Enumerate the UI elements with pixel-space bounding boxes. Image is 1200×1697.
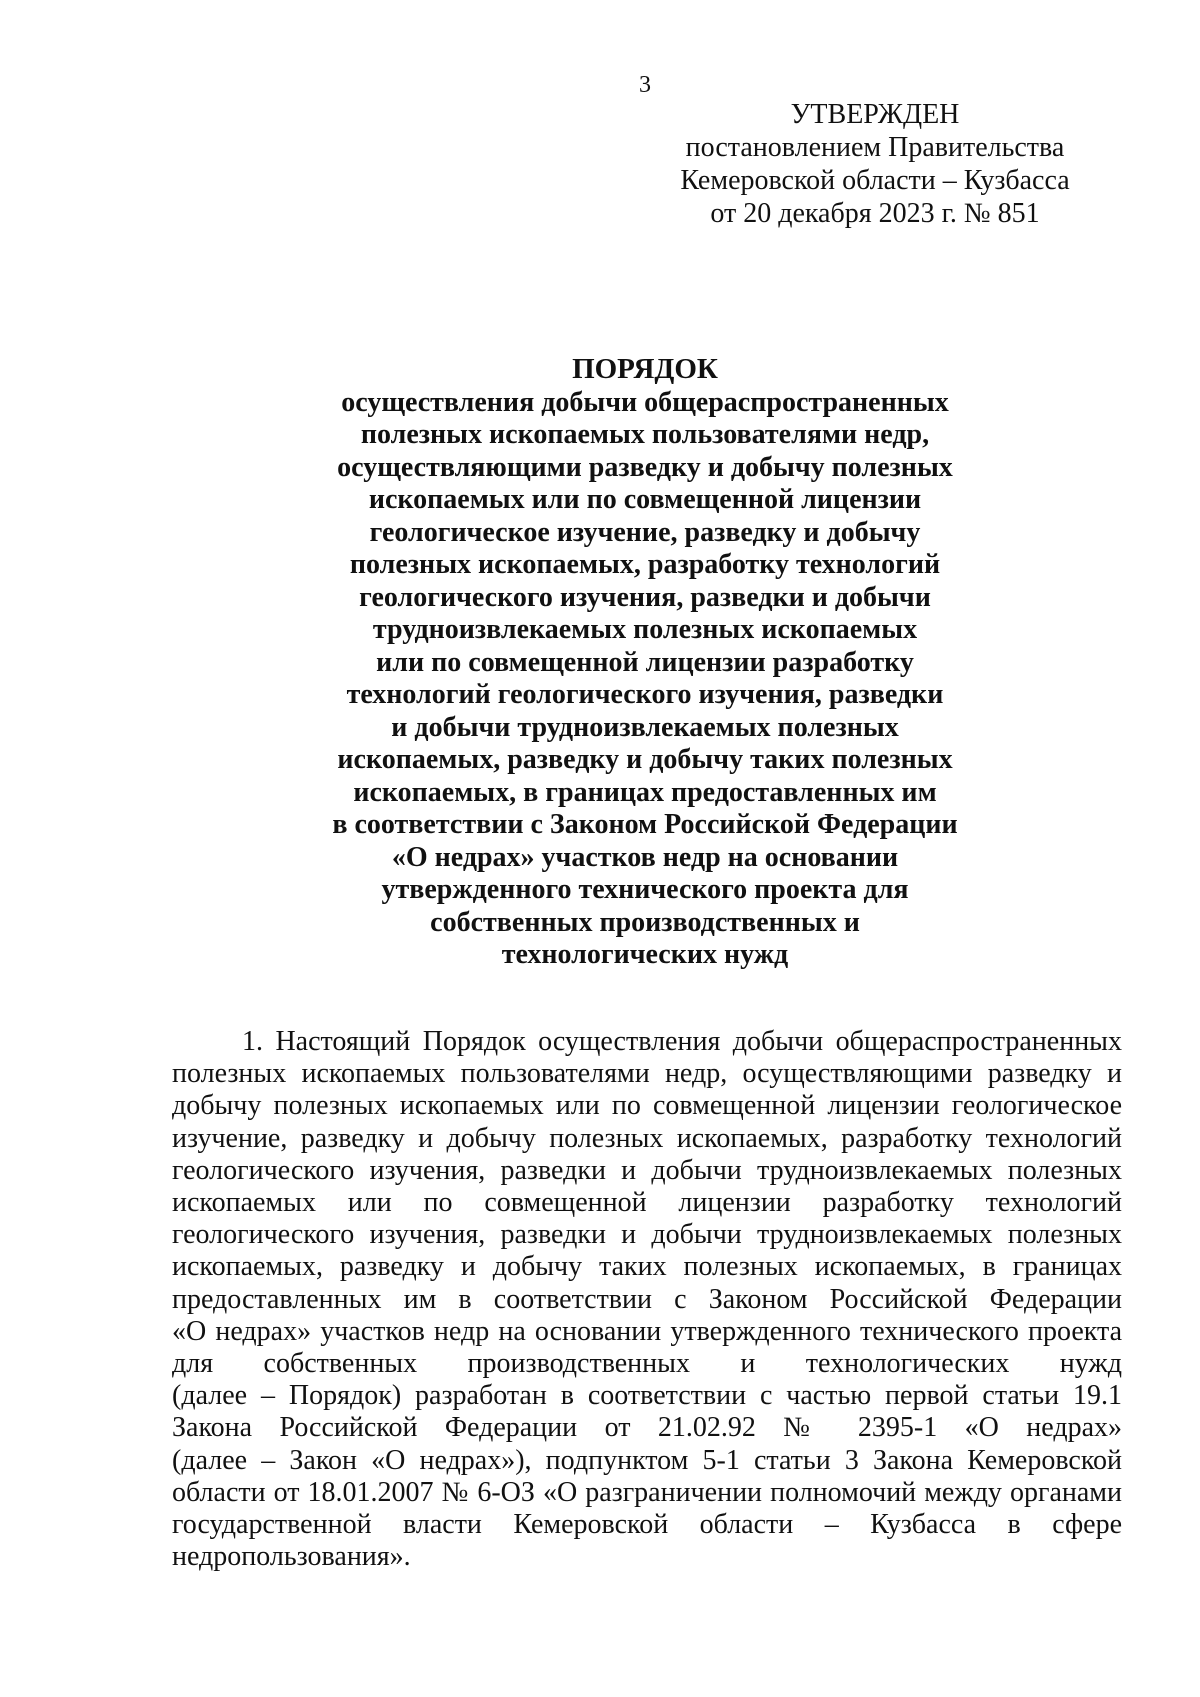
paragraph-1 [172, 1026, 1122, 1573]
paragraph-line: недропользования». [172, 1541, 411, 1573]
title-line: и добычи трудноизвлекаемых полезных [391, 711, 899, 743]
paragraph-line: предоставленных им в соответствии с Законом Российской Федерации [172, 1283, 1122, 1315]
title-line: геологического изучения, разведки и добычи [359, 581, 931, 613]
title-line: ископаемых, разведку и добычу таких полезных [337, 744, 953, 775]
approval-authority: постановлением Правительства [685, 132, 1065, 163]
approval-status: УТВЕРЖДЕН [790, 99, 960, 130]
title-line: ископаемых или по совмещенной лицензии [368, 484, 922, 515]
paragraph-line: геологического изучения, разведки и добычи трудноизвлекаемых полезных [172, 1219, 1122, 1251]
title-line: в соответствии с Законом Российской Федерации [332, 809, 958, 840]
paragraph-line: (далее – Порядок) разработан в соответствии с частью первой статьи 19.1 [172, 1380, 1122, 1412]
title-line: полезных ископаемых, разработку технологий [349, 549, 941, 580]
title-line: осуществления добычи общераспространенных [341, 386, 949, 418]
title-line: ископаемых, в границах предоставленных им [353, 776, 937, 808]
paragraph-line: ископаемых, разведку и добычу таких полезных ископаемых, в границах [172, 1251, 1122, 1283]
paragraph-line: для собственных производственных и технологических нужд [172, 1348, 1122, 1380]
paragraph-line: Закона Российской Федерации от 21.02.92 № 2395-1 «О недрах» [172, 1412, 1122, 1444]
document-title [300, 353, 990, 972]
paragraph-line: геологического изучения, разведки и добычи трудноизвлекаемых полезных [172, 1154, 1122, 1186]
title-line: геологическое изучение, разведку и добычу [369, 516, 921, 548]
title-line: осуществляющими разведку и добычу полезных [337, 451, 953, 483]
title-line: технологий геологического изучения, разведки [346, 679, 944, 710]
approval-date-number: от 20 декабря 2023 г. № 851 [710, 198, 1040, 229]
paragraph-line: полезных ископаемых пользователями недр, осуществляющими разведку и [172, 1058, 1122, 1090]
paragraph-line: «О недрах» участков недр на основании утвержденного технического проекта [172, 1315, 1122, 1347]
paragraph-line: области от 18.01.2007 № 6-ОЗ «О разграничении полномочий между органами [172, 1476, 1122, 1508]
title-line: трудноизвлекаемых полезных ископаемых [372, 614, 918, 645]
title-line: «О недрах» участков недр на основании [391, 841, 899, 873]
title-line: собственных производственных и [430, 906, 860, 938]
approval-region: Кемеровской области – Кузбасса [680, 165, 1070, 196]
paragraph-line: изучение, разведку и добычу полезных ископаемых, разработку технологий [172, 1122, 1122, 1154]
page-number: 3 [639, 72, 651, 98]
title-heading: ПОРЯДОК [572, 353, 718, 385]
title-line: или по совмещенной лицензии разработку [376, 646, 914, 678]
paragraph-line: ископаемых или по совмещенной лицензии разработку технологий [172, 1187, 1122, 1219]
title-line: полезных ископаемых пользователями недр, [360, 419, 930, 450]
paragraph-line: государственной власти Кемеровской области – Кузбасса в сфере [172, 1509, 1122, 1541]
approval-stamp [640, 98, 1110, 230]
paragraph-line: добычу полезных ископаемых или по совмещенной лицензии геологическое [172, 1090, 1122, 1122]
title-line: утвержденного технического проекта для [381, 874, 909, 905]
paragraph-line: (далее – Закон «О недрах»), подпунктом 5-1 статьи 3 Закона Кемеровской [172, 1444, 1122, 1476]
title-line: технологических нужд [501, 939, 789, 970]
paragraph-line: 1. Настоящий Порядок осуществления добычи общераспространенных [242, 1026, 1122, 1057]
